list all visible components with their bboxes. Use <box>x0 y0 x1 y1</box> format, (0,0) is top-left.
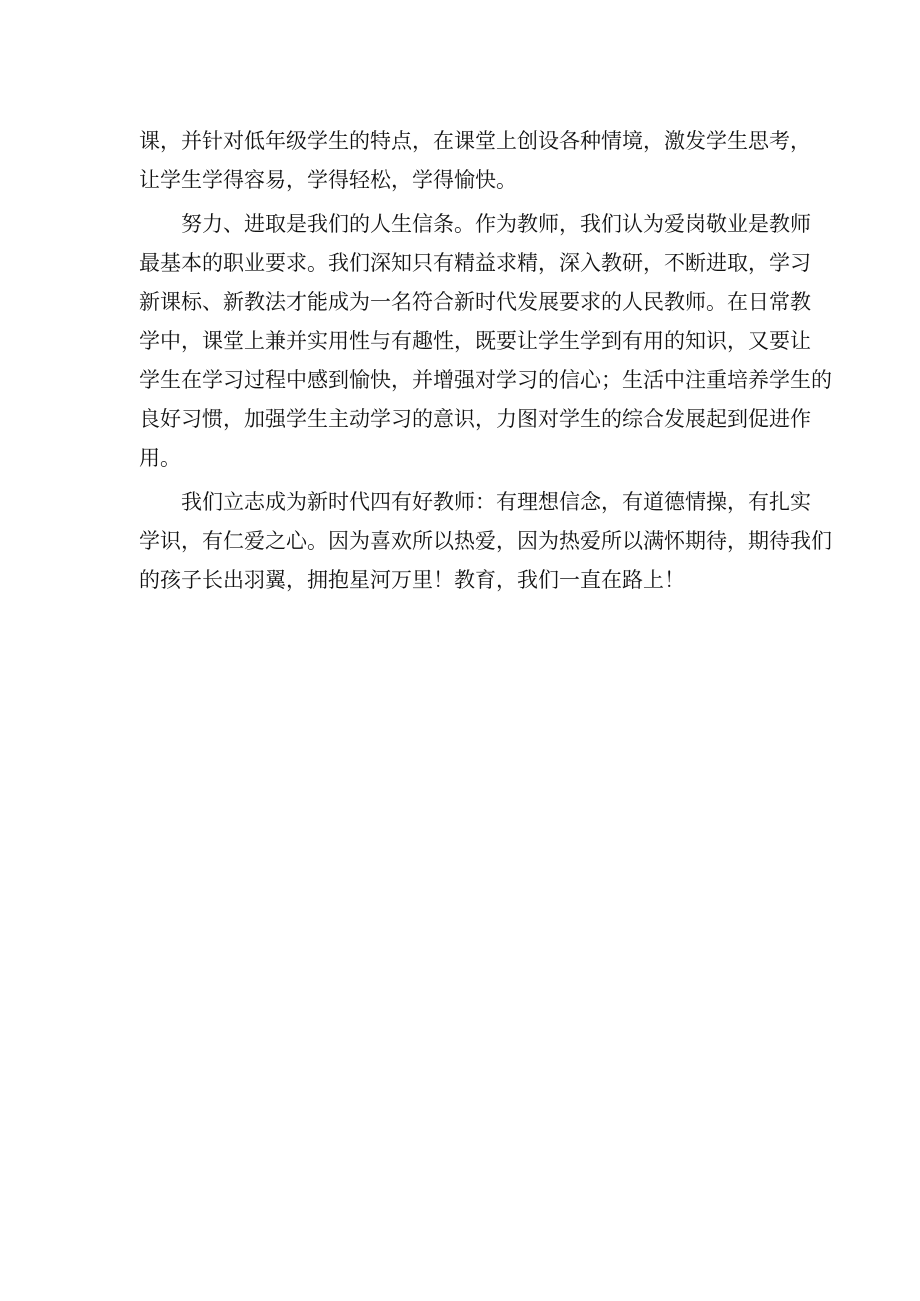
paragraph-line: 最基本的职业要求。我们深知只有精益求精，深入教研，不断进取，学习 <box>139 251 811 275</box>
paragraph-line: 让学生学得容易，学得轻松，学得愉快。 <box>139 168 517 192</box>
paragraph-line: 良好习惯，加强学生主动学习的意识，力图对学生的综合发展起到促进作 <box>139 407 811 431</box>
paragraph-line: 用。 <box>139 446 181 470</box>
paragraph-2 <box>139 205 832 478</box>
paragraph-line: 学生在学习过程中感到愉快，并增强对学习的信心；生活中注重培养学生的 <box>139 368 832 392</box>
document-body <box>139 122 832 600</box>
paragraph-line: 我们立志成为新时代四有好教师：有理想信念，有道德情操，有扎实 <box>181 490 811 514</box>
paragraph-line: 课，并针对低年级学生的特点，在课堂上创设各种情境，激发学生思考， <box>139 129 811 153</box>
paragraph-3 <box>139 483 832 600</box>
paragraph-line: 学中，课堂上兼并实用性与有趣性，既要让学生学到有用的知识，又要让 <box>139 329 811 353</box>
paragraph-line: 新课标、新教法才能成为一名符合新时代发展要求的人民教师。在日常教 <box>139 290 811 314</box>
paragraph-1 <box>139 122 811 200</box>
paragraph-line: 学识，有仁爱之心。因为喜欢所以热爱，因为热爱所以满怀期待，期待我们 <box>139 529 832 553</box>
paragraph-line: 的孩子长出羽翼，拥抱星河万里！教育，我们一直在路上！ <box>139 568 685 592</box>
paragraph-line: 努力、进取是我们的人生信条。作为教师，我们认为爱岗敬业是教师 <box>181 212 811 236</box>
